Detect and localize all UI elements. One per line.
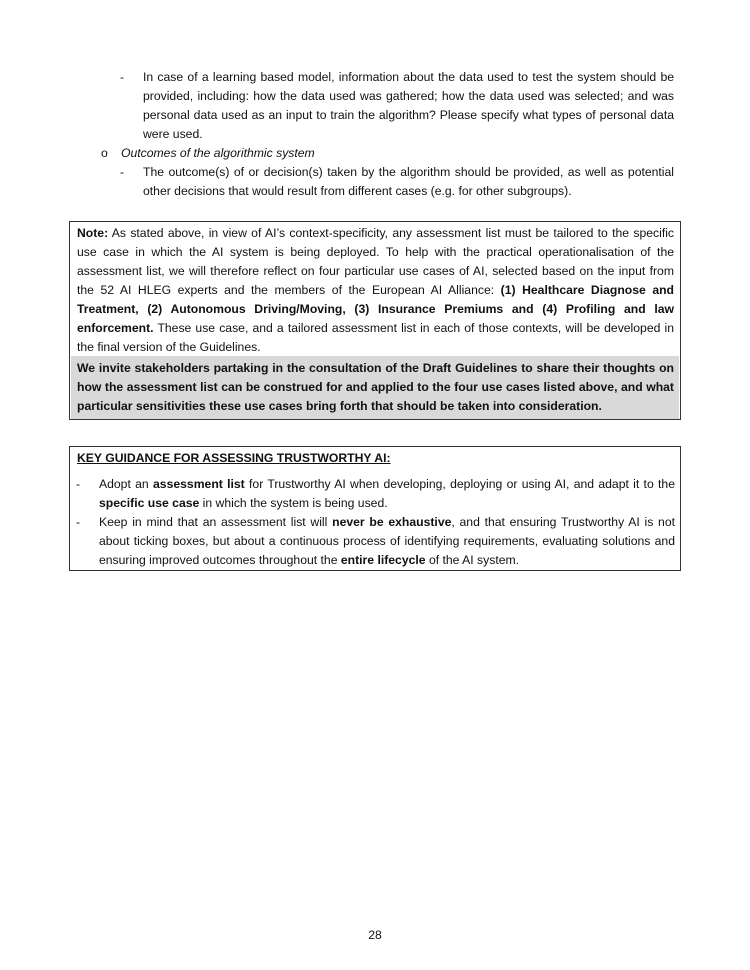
page-number: 28	[368, 928, 382, 942]
note-box	[69, 221, 681, 420]
bullet-dash: -	[120, 165, 125, 179]
note-text-closing: These use case, and a tailored assessment list in each of those contexts, will be developed in the final version of the Guidelines.	[77, 321, 674, 354]
bold-run: never be exhaustive	[332, 515, 452, 529]
bold-run: assessment list	[153, 477, 245, 491]
outcomes-heading: Outcomes of the algorithmic system	[121, 146, 315, 160]
bold-run: specific use case	[99, 496, 200, 510]
sub-bullet-marker: o	[101, 146, 108, 160]
text-run: Adopt an	[99, 477, 149, 491]
bullet-dash: -	[120, 70, 125, 84]
note-paragraph	[77, 224, 674, 357]
key-guidance-item-1	[99, 475, 675, 513]
key-guidance-box	[69, 446, 681, 571]
text-run: for Trustworthy AI when developing, deploying or using AI, and adapt it to the	[249, 477, 675, 491]
text-run: of the AI system.	[428, 553, 520, 567]
learning-model-paragraph: In case of a learning based model, information about the data used to test the system should be provided, including: how the data used was gathered; how the data used was selected; and was personal data used as an input to train the algorithm? Please specify what types of personal data were used.	[143, 70, 674, 141]
bold-run: entire lifecycle	[340, 553, 426, 567]
note-label: Note:	[77, 226, 109, 240]
key-guidance-title: KEY GUIDANCE FOR ASSESSING TRUSTWORTHY AI:	[77, 451, 391, 465]
bullet-dash: -	[76, 515, 81, 529]
text-run: , and that ensuring Trustworthy AI is not about ticking boxes, but about a continuous process of identifying requirements, evaluating solutions and ensuring improved outcomes throughout the	[99, 515, 675, 567]
note-use-cases: (1) Healthcare Diagnose and Treatment, (2) Autonomous Driving/Moving, (3) Insurance Premiums and (4) Profiling and law enforcement.	[77, 283, 674, 335]
note-text-intro: As stated above, in view of AI’s context-specificity, any assessment list must be tailored to the specific use case in which the AI system is being deployed. To help with the practical operationalisation of the assessment list, we will therefore reflect on four particular use cases of AI, selected based on the input from the 52 AI HLEG experts and the members of the European AI Alliance:	[77, 226, 675, 297]
text-run: Keep in mind that an assessment list will	[99, 515, 328, 529]
text-run: in which the system is being used.	[202, 496, 388, 510]
bullet-dash: -	[76, 477, 81, 491]
note-invitation: We invite stakeholders partaking in the consultation of the Draft Guidelines to share their thoughts on how the assessment list can be construed for and applied to the four use cases listed above, and what particular sensitivities these use cases bring forth that should be taken into consideration.	[77, 361, 674, 413]
outcomes-paragraph: The outcome(s) of or decision(s) taken by the algorithm should be provided, as well as potential other decisions that would result from different cases (e.g. for other subgroups).	[143, 165, 674, 198]
key-guidance-item-2	[99, 513, 675, 570]
